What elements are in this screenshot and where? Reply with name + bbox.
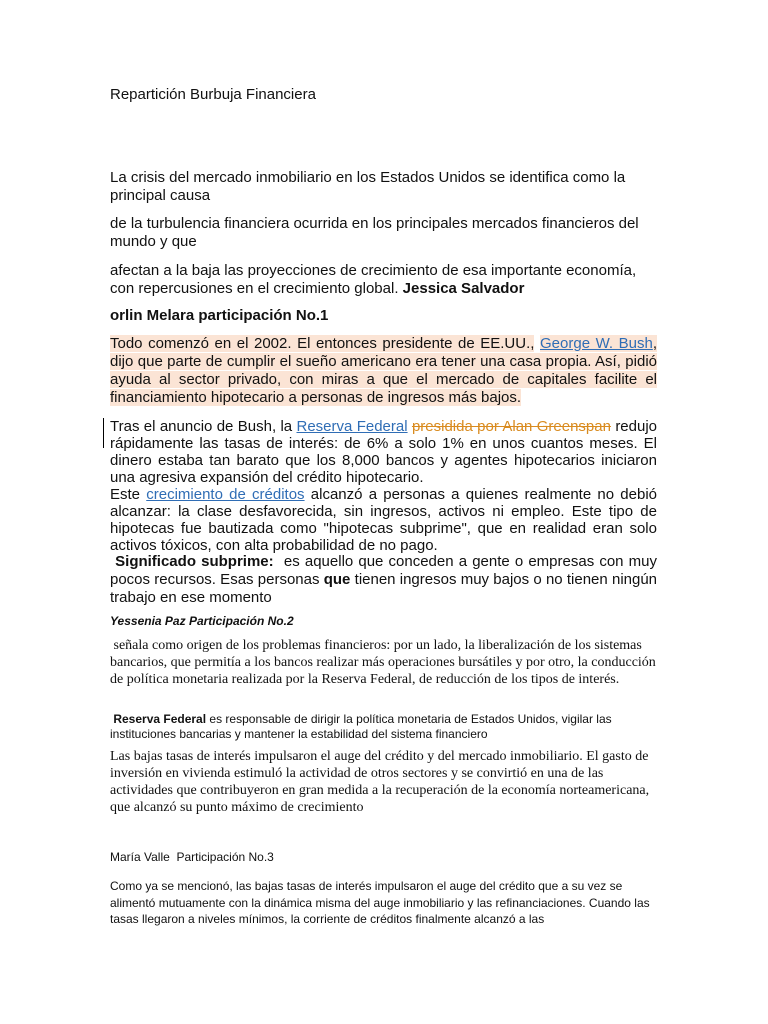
link-george-w-bush[interactable]: George W. Bush [540, 335, 653, 352]
change-bar [103, 418, 104, 448]
paragraph-text: es aquello que conceden a gente o empresas con muy pocos recursos. Esas personas [110, 553, 657, 588]
intro-text: afectan a la baja las proyecciones de crecimiento de esa importante economía, con repercusiones en el crecimiento global. [110, 262, 637, 297]
intro-paragraph-3 [110, 262, 657, 298]
link-reserva-federal[interactable]: Reserva Federal [296, 418, 408, 435]
highlighted-text: , dijo que parte de cumplir el sueño americano era tener una casa propia. Así, pidió ayuda al sector privado, con miras a que el mercado de capitales facilite el financiamiento hipotecario a personas de ingresos más bajos. [110, 335, 658, 406]
link-crecimiento-creditos[interactable]: crecimiento de créditos [146, 486, 305, 503]
paragraph-text: alcanzó a personas a quienes realmente no debió alcanzar: la clase desfavorecida, sin ingresos, activos ni empleo. Este tipo de hipotecas fue bautizada como "hipotecas subprime", que en realidad eran solo activos tóxicos, con alta probabilidad de no pago. [110, 486, 657, 554]
paragraph-text: Tras el anuncio de Bush, la [110, 418, 293, 435]
yessenia-paragraph-2 [110, 712, 657, 742]
yessenia-paragraph-3: Las bajas tasas de interés impulsaron el auge del crédito y del mercado inmobiliario. El gasto de inversión en vivienda estimuló la actividad de otros sectores y se convirtió en una de las actividades que contribuyeron en gran medida a la recuperación de la economía norteamericana, que alcanzó su punto máximo de crecimiento [110, 749, 650, 815]
section-heading-orlin: orlin Melara participación No.1 [110, 307, 329, 324]
paragraph-text: redujo rápidamente las tasas de interés: de 6% a solo 1% en unos cuantos meses. El dinero estaba tan barato que los 8,000 bancos y agentes hipotecarios iniciaron una agresiva expansión del crédito hipotecario. [110, 418, 658, 486]
orlin-paragraph-4 [110, 553, 657, 607]
reserva-federal-term: Reserva Federal [113, 712, 207, 726]
paragraph-text: tienen ingresos muy bajos o no tienen ningún trabajo en ese momento [110, 571, 658, 606]
deleted-text: presidida por Alan Greenspan [411, 418, 611, 435]
yessenia-paragraph-1 [110, 637, 657, 688]
document-title: Repartición Burbuja Financiera [110, 86, 316, 103]
orlin-paragraph-1 [110, 335, 657, 407]
maria-paragraph-1: Como ya se mencionó, las bajas tasas de interés impulsaron el auge del crédito que a su vez se alimentó mutuamente con la dinámica misma del auge inmobiliario y las refinanciaciones. Cuando las tasas llegaron a niveles mínimos, la corriente de créditos finalmente alcanzó a las [110, 879, 650, 926]
subprime-term: Significado subprime: [115, 553, 274, 570]
section-heading-maria: María Valle Participación No.3 [110, 850, 274, 864]
orlin-paragraph-2 [110, 418, 657, 486]
orlin-paragraph-3 [110, 486, 657, 554]
paragraph-text: señala como origen de los problemas financieros: por un lado, la liberalización de los sistemas bancarios, que permitía a los bancos realizar más operaciones bursátiles y por otro, la conducción de política monetaria realizada por la Reserva Federal, de reducción de los tipos de interés. [110, 638, 656, 687]
bold-word: que [323, 571, 351, 588]
intro-paragraph-1: La crisis del mercado inmobiliario en los Estados Unidos se identifica como la principal causa [110, 169, 626, 204]
paragraph-text: es responsable de dirigir la política monetaria de Estados Unidos, vigilar las instituciones bancarias y mantener la estabilidad del sistema financiero [110, 712, 612, 741]
highlighted-text: Todo comenzó en el 2002. El entonces presidente de EE.UU., [110, 335, 535, 352]
section-heading-yessenia: Yessenia Paz Participación No.2 [110, 614, 294, 628]
intro-paragraph-2: de la turbulencia financiera ocurrida en los principales mercados financieros del mundo y que [110, 215, 639, 250]
paragraph-text: Este [110, 486, 141, 503]
author-name: Jessica Salvador [402, 280, 525, 297]
